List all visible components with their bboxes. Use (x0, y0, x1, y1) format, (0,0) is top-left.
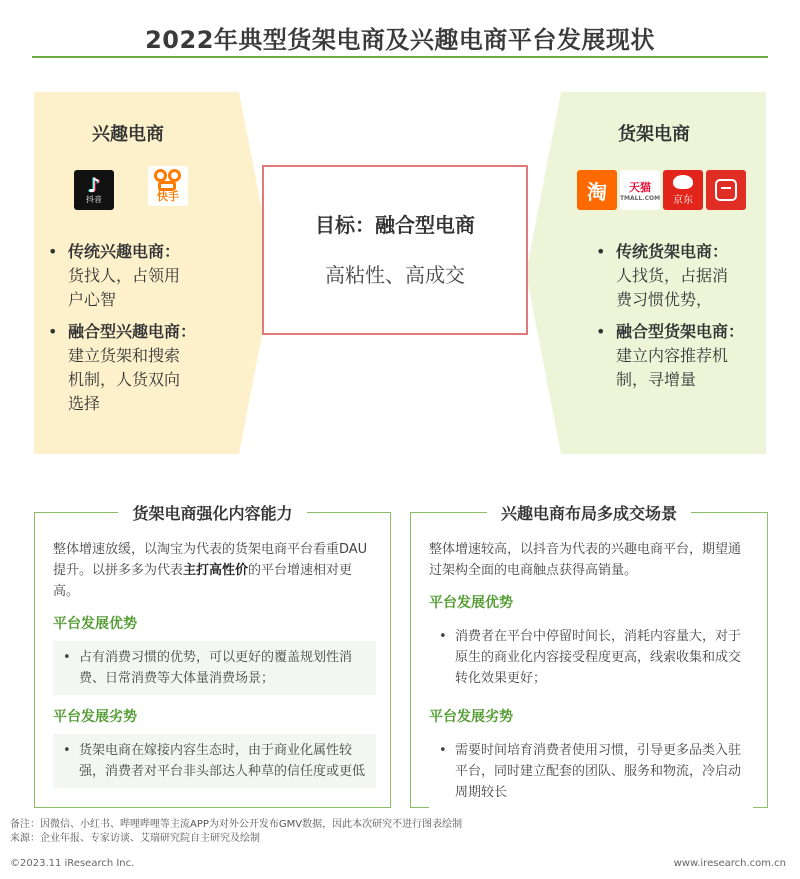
panel-body (429, 539, 753, 809)
panel-title (35, 501, 390, 524)
shelf-ecommerce-panel (34, 504, 391, 808)
music-note-icon: ♪ (87, 173, 101, 197)
panel-intro (53, 539, 376, 602)
footnote-note: 备注：因微信、小红书、哔哩哔哩等主流APP为对外公开发布GMV数据，因此本次研究不进行图表绘制 (10, 819, 463, 830)
advantage-heading: 平台发展优势 (53, 616, 137, 632)
intro-text: 整体增速放缓，以淘宝为代表的货架电商平台看重DAU提升。以拼多多为代表 (53, 542, 368, 578)
bullet-head: • 融合型兴趣电商： (68, 322, 197, 341)
disadvantage-text: • 需要时间培育消费者使用习惯，引导更多品类入驻平台，同时建立配套的团队、服务和物流，冷启动周期较长 (429, 734, 753, 809)
panel-body (53, 539, 376, 788)
footnote (10, 818, 462, 846)
pinduoduo-logo-icon (706, 170, 746, 210)
list-item (46, 320, 266, 416)
bullet-head: • 融合型货架电商： (616, 322, 745, 341)
list-item (46, 240, 266, 312)
tmall-caption: TMALL.COM (619, 194, 661, 202)
interest-ecommerce-panel (410, 504, 768, 808)
panel-title (411, 501, 767, 524)
taobao-logo-icon (577, 170, 617, 210)
bullet-line: 货找人，占领用 (68, 266, 181, 285)
left-wing-bullets (46, 240, 266, 424)
bullet-line: 建立货架和搜索 (68, 346, 181, 365)
panel-intro: 整体增速较高，以抖音为代表的兴趣电商平台，期望通过架构全面的电商触点获得高销量。 (429, 542, 742, 578)
jd-logo-icon (663, 170, 703, 210)
tmall-text: 天猫 (629, 180, 651, 194)
jd-caption: 京东 (673, 194, 693, 206)
bullet-line: 选择 (68, 394, 101, 413)
bullet-line: 制，寻增量 (616, 370, 697, 389)
tmall-logo-icon (620, 170, 660, 210)
douyin-caption: 抖音 (86, 195, 102, 204)
goal-subtitle: 高粘性、高成交 (325, 263, 465, 287)
disadvantage-text: • 货架电商在嫁接内容生态时，由于商业化属性较强，消费者对平台非头部达人种草的信任度或更低 (53, 734, 376, 788)
intro-emphasis: 主打高性价 (183, 563, 249, 578)
taobao-glyph: 淘 (587, 179, 607, 204)
list-item (594, 240, 774, 312)
goal-title: 目标：融合型电商 (315, 213, 475, 237)
disadvantage-heading: 平台发展劣势 (53, 709, 137, 725)
bullet-line: 人找货，占据消 (616, 266, 729, 285)
douyin-logo-icon (74, 170, 114, 210)
camera-icon (153, 169, 183, 191)
advantage-text: • 消费者在平台中停留时间长，消耗内容量大，对于原生的商业化内容接受程度更高，线索收集和成交转化效果更好； (429, 620, 753, 695)
intro-text: 的平台增速相对更高。 (53, 563, 353, 599)
goal-box (262, 165, 528, 335)
kuaishou-logo-icon (148, 166, 188, 206)
website-link[interactable]: www.iresearch.com.cn (673, 858, 786, 869)
panel-title-text: 兴趣电商布局多成交场景 (487, 504, 691, 523)
title-divider (32, 56, 768, 58)
bullet-head: • 传统兴趣电商： (68, 242, 181, 261)
bullet-head: • 传统货架电商： (616, 242, 729, 261)
bullet-line: 建立内容推荐机 (616, 346, 729, 365)
shopping-bag-icon (715, 179, 737, 201)
advantage-heading: 平台发展优势 (429, 595, 513, 611)
panel-title-text: 货架电商强化内容能力 (118, 504, 306, 523)
bullet-line: 机制，人货双向 (68, 370, 181, 389)
copyright: ©2023.11 iResearch Inc. (10, 858, 135, 869)
bullet-line: 户心智 (68, 290, 117, 309)
bullet-line: 费习惯优势， (616, 290, 713, 309)
disadvantage-heading: 平台发展劣势 (429, 709, 513, 725)
footnote-source: 来源：企业年报、专家访谈、艾瑞研究院自主研究及绘制 (10, 833, 260, 844)
kuaishou-caption: 快手 (157, 190, 179, 203)
advantage-text: • 占有消费习惯的优势，可以更好的覆盖规划性消费、日常消费等大体量消费场景； (53, 641, 376, 695)
page-title: 2022年典型货架电商及兴趣电商平台发展现状 (145, 26, 655, 54)
left-wing-title: 兴趣电商 (92, 124, 164, 145)
list-item (594, 320, 774, 392)
jd-dog-icon (673, 175, 693, 189)
right-wing-title: 货架电商 (618, 124, 690, 145)
right-wing-bullets (594, 240, 774, 400)
